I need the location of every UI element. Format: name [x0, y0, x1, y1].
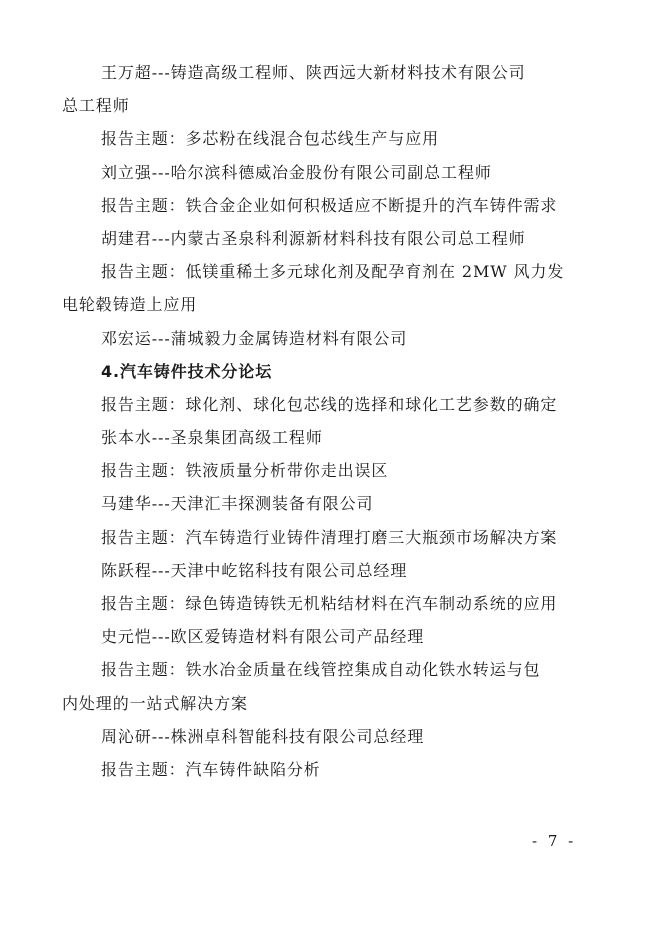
speaker-line-continuation: 总工程师 — [62, 96, 130, 116]
report-topic: 报告主题：汽车铸件缺陷分析 — [101, 759, 321, 779]
report-topic: 报告主题：低镁重稀土多元球化剂及配孕育剂在 2MW 风力发 — [101, 262, 565, 282]
speaker-line: 周沁研---株洲卓科智能科技有限公司总经理 — [101, 726, 425, 746]
speaker-line: 马建华---天津汇丰探测装备有限公司 — [101, 494, 374, 514]
section-heading: 4.汽车铸件技术分论坛 — [101, 361, 273, 381]
report-topic: 报告主题：铁合金企业如何积极适应不断提升的汽车铸件需求 — [101, 195, 558, 215]
report-topic: 报告主题：绿色铸造铸铁无机粘结材料在汽车制动系统的应用 — [101, 594, 558, 613]
speaker-line: 王万超---铸造高级工程师、陕西远大新材料技术有限公司 — [101, 63, 526, 82]
report-topic-continuation: 电轮毂铸造上应用 — [62, 295, 198, 315]
document-body — [62, 56, 602, 786]
speaker-line: 邓宏运---蒲城毅力金属铸造材料有限公司 — [101, 328, 408, 348]
report-topic: 报告主题：球化剂、球化包芯线的选择和球化工艺参数的确定 — [101, 394, 558, 414]
report-topic: 报告主题：铁水冶金质量在线管控集成自动化铁水转运与包 — [101, 660, 541, 680]
speaker-line: 张本水---圣泉集团高级工程师 — [101, 428, 323, 448]
report-topic-continuation: 内处理的一站式解决方案 — [62, 693, 248, 713]
speaker-line: 陈跃程---天津中屹铭科技有限公司总经理 — [101, 560, 408, 580]
speaker-line: 刘立强---哈尔滨科德威冶金股份有限公司副总工程师 — [101, 162, 492, 182]
report-topic: 报告主题：汽车铸造行业铸件清理打磨三大瓶颈市场解决方案 — [101, 527, 558, 547]
speaker-line: 史元恺---欧区爱铸造材料有限公司产品经理 — [101, 627, 425, 647]
report-topic: 报告主题：多芯粉在线混合包芯线生产与应用 — [101, 129, 440, 149]
speaker-line: 胡建君---内蒙古圣泉科利源新材料科技有限公司总工程师 — [101, 228, 526, 248]
report-topic: 报告主题：铁液质量分析带你走出误区 — [101, 461, 389, 481]
page-number: - 7 - — [532, 832, 577, 850]
